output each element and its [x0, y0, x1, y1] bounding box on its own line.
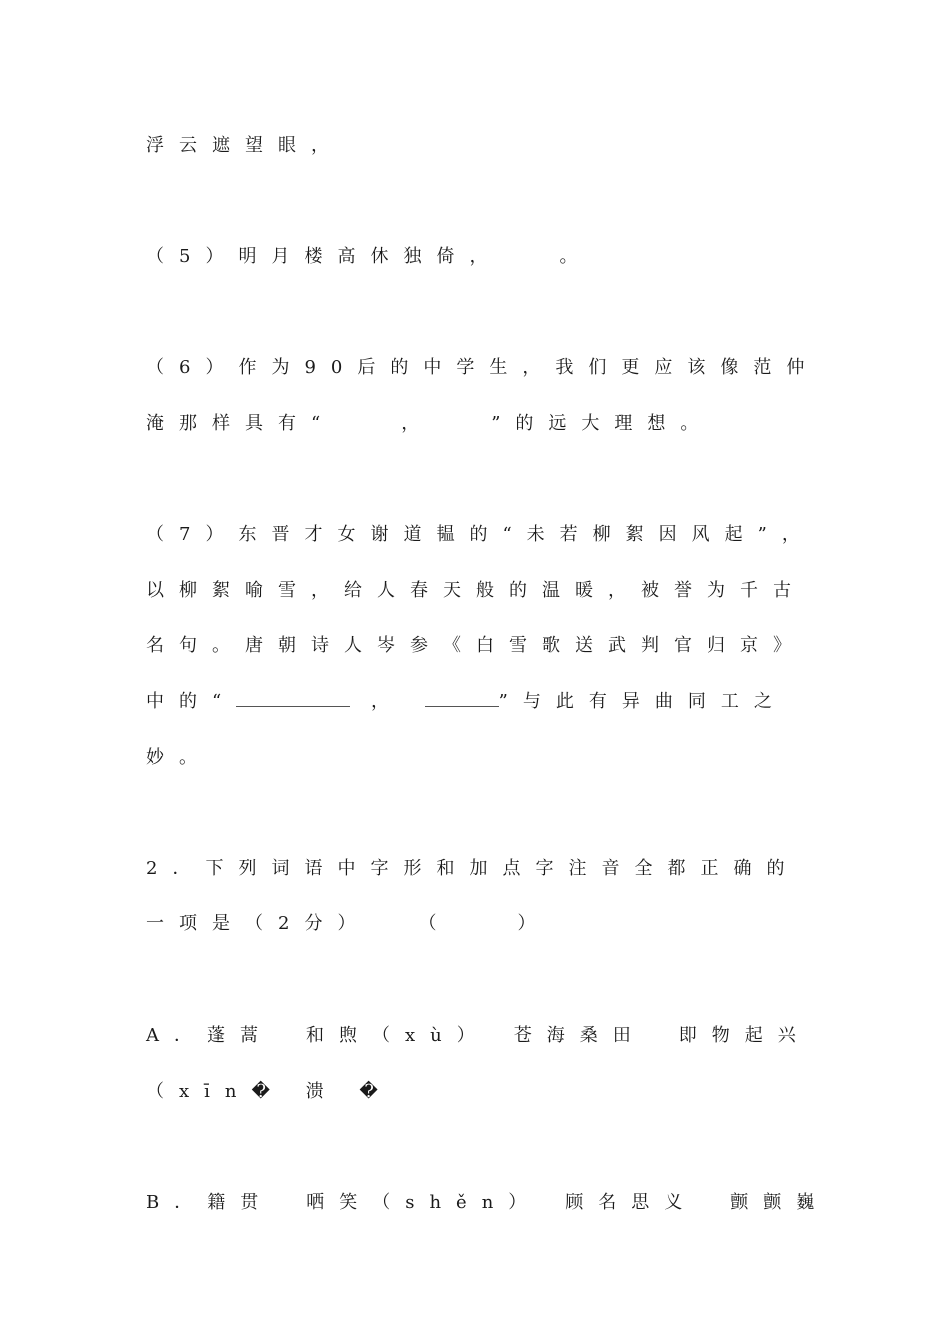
text-line: 名句。唐朝诗人岑参《白雪歌送武判官归京》 — [146, 635, 806, 656]
text-line: 淹那样具有“ ， ”的远大理想。 — [146, 413, 714, 434]
question-line: 一项是（2分） （ ） — [146, 913, 551, 934]
text-line: 浮云遮望眼， — [146, 135, 344, 156]
text-line: （7）东晋才女谢道韫的“未若柳絮因风起”， — [146, 524, 815, 545]
text-line: （5）明月楼高休独倚， 。 — [146, 246, 593, 267]
question-line: 2．下列词语中字形和加点字注音全都正确的 — [146, 858, 800, 879]
answer-blank — [236, 692, 350, 707]
option-line: （xīn� 溃 � — [146, 1081, 393, 1102]
text-segment: 中的“ — [146, 691, 237, 712]
text-line: （6）作为90后的中学生，我们更应该像范仲 — [146, 357, 820, 378]
fill-in-line — [146, 690, 787, 714]
option-line: B．籍贯 哂笑（shěn） 顾名思义 颤颤巍 — [146, 1192, 830, 1213]
text-segment: ， — [370, 691, 404, 712]
text-line: 妙。 — [146, 747, 212, 768]
answer-blank — [425, 692, 499, 707]
option-line: A．蓬蒿 和煦（xù） 苍海桑田 即物起兴 — [146, 1025, 811, 1046]
text-segment: ”与此有异曲同工之 — [498, 691, 787, 712]
text-line: 以柳絮喻雪，给人春天般的温暖，被誉为千古 — [146, 580, 806, 601]
